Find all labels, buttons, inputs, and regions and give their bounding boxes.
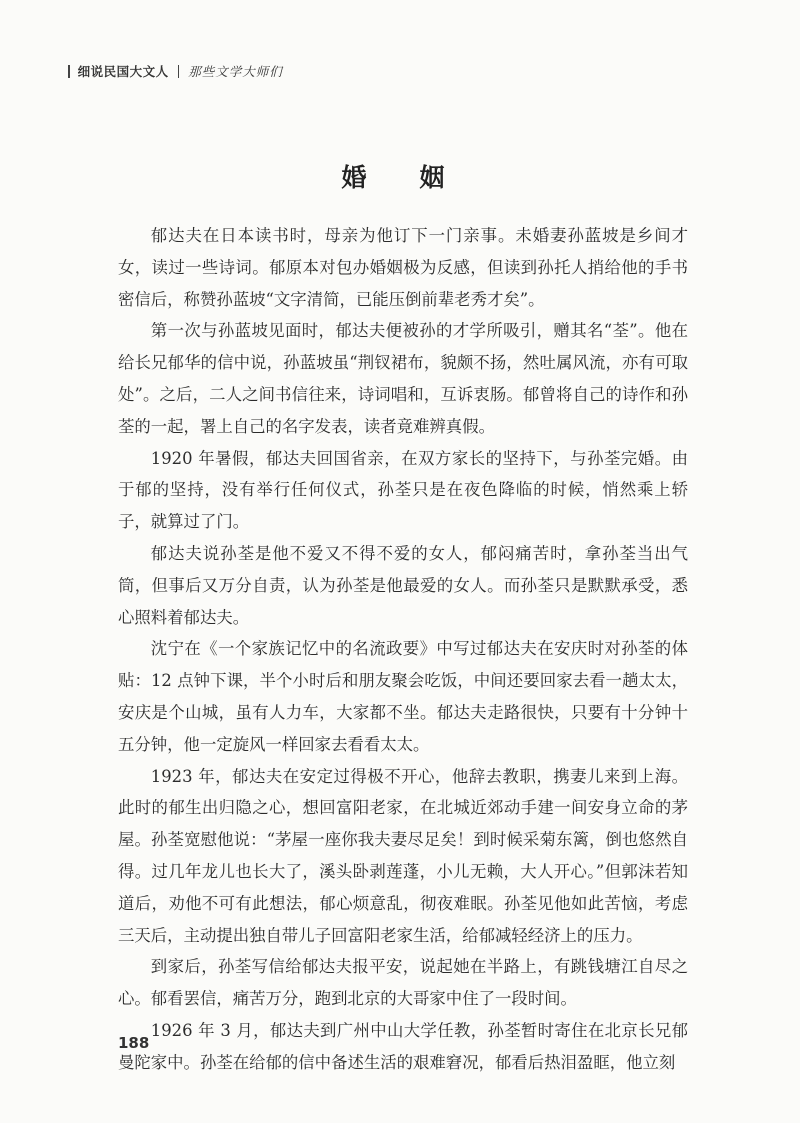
paragraph: 1920 年暑假，郁达夫回国省亲，在双方家长的坚持下，与孙荃完婚。由于郁的坚持，没有举行任何仪式，孙荃只是在夜色降临的时候，悄然乘上轿子，就算过了门。 — [118, 448, 688, 532]
header-divider-left — [68, 65, 70, 78]
paragraph: 第一次与孙蓝坡见面时，郁达夫便被孙的才学所吸引，赠其名“荃”。他在给长兄郁华的信中说，孙蓝坡虽“荆钗裙布，貌颇不扬，然吐属风流，亦有可取处”。之后，二人之间书信往来，诗词唱和，互诉衷肠。郁曾将自己的诗作和孙荃的一起，署上自己的名字发表，读者竟难辨真假。 — [118, 321, 688, 436]
header-divider-right — [178, 65, 180, 78]
paragraph: 1923 年，郁达夫在安定过得极不开心，他辞去教职，携妻儿来到上海。此时的郁生出归隐之心，想回富阳老家，在北城近郊动手建一间安身立命的茅屋。孙荃宽慰他说：“茅屋一座你我夫妻尽足矣！到时候采菊东篱，倒也悠然自得。过几年龙儿也长大了，溪头卧剥莲蓬，小儿无赖，大人开心。”但郭沫若知道后，劝他不可有此想法，郁心烦意乱，彻夜难眠。孙荃见他如此苦恼，考虑三天后，主动提出独自带儿子回富阳老家生活，给郁减轻经济上的压力。 — [118, 766, 688, 945]
paragraph: 郁达夫说孙荃是他不爱又不得不爱的女人，郁闷痛苦时，拿孙荃当出气筒，但事后又万分自责，认为孙荃是他最爱的女人。而孙荃只是默默承受，悉心照料着郁达夫。 — [118, 543, 688, 627]
book-title: 那些文学大师们 — [188, 64, 283, 79]
paragraph: 1926 年 3 月，郁达夫到广州中山大学任教，孙荃暂时寄住在北京长兄郁曼陀家中。孙荃在给郁的信中备述生活的艰难窘况，郁看后热泪盈眶，他立刻 — [118, 1020, 688, 1072]
running-head — [68, 62, 283, 80]
page-number: 188 — [118, 1034, 150, 1052]
paragraph: 沈宁在《一个家族记忆中的名流政要》中写过郁达夫在安庆时对孙荃的体贴：12 点钟下课，半个小时后和朋友聚会吃饭，中间还要回家去看一趟太太，安庆是个山城，虽有人力车，大家都不坐。郁达夫走路很快，只要有十分钟十五分钟，他一定旋风一样回家去看看太太。 — [118, 639, 688, 754]
paragraph: 到家后，孙荃写信给郁达夫报平安，说起她在半路上，有跳钱塘江自尽之心。郁看罢信，痛苦万分，跑到北京的大哥家中住了一段时间。 — [118, 957, 688, 1009]
paragraph: 郁达夫在日本读书时，母亲为他订下一门亲事。未婚妻孙蓝坡是乡间才女，读过一些诗词。郁原本对包办婚姻极为反感，但读到孙托人捎给他的手书密信后，称赞孙蓝坡“文字清简，已能压倒前辈老秀才矣”。 — [118, 226, 688, 309]
series-title: 细说民国大文人 — [77, 64, 169, 79]
body-text — [118, 220, 688, 1079]
chapter-title: 婚 姻 — [341, 163, 459, 192]
